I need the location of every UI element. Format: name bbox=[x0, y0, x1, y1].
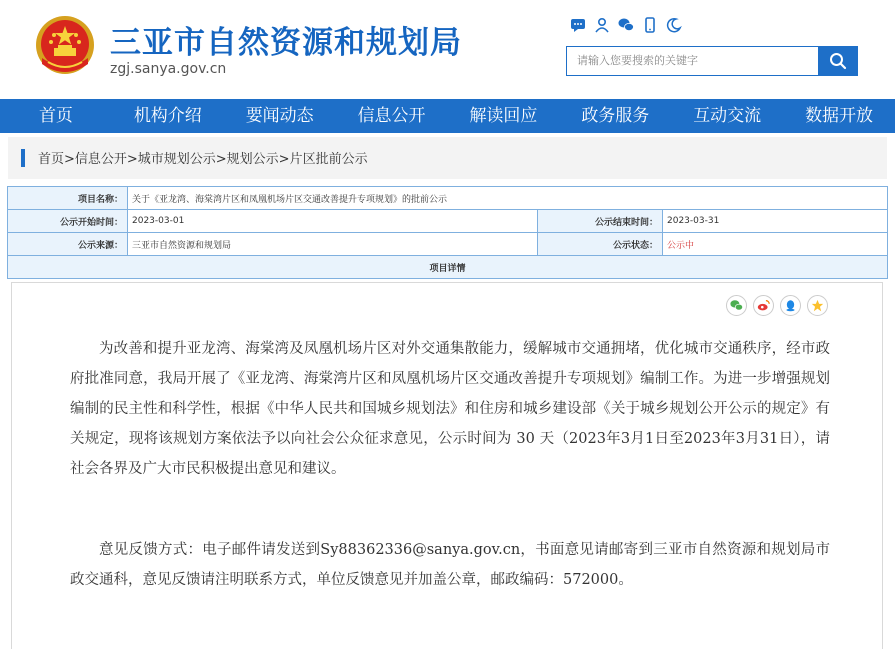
project-name-label: 项目名称： bbox=[8, 187, 128, 210]
site-header bbox=[0, 0, 895, 99]
share-qq-icon[interactable] bbox=[780, 295, 801, 316]
site-title[interactable]: 三亚市自然资源和规划局 bbox=[110, 25, 462, 61]
nav-item-gov-services[interactable]: 政务服务 bbox=[581, 106, 650, 126]
nav-item-organization[interactable]: 机构介绍 bbox=[133, 106, 202, 126]
mobile-icon[interactable] bbox=[642, 16, 658, 34]
nav-item-interpretation[interactable]: 解读回应 bbox=[469, 106, 538, 126]
breadcrumb-marker bbox=[21, 149, 25, 167]
moon-icon[interactable] bbox=[666, 16, 682, 34]
article-content bbox=[11, 282, 883, 649]
table-row bbox=[8, 187, 888, 210]
share-wechat-icon[interactable] bbox=[726, 295, 747, 316]
search-input[interactable]: 请输入您要搜索的关键字 bbox=[566, 46, 818, 76]
user-icon[interactable] bbox=[594, 16, 610, 34]
nav-item-open-data[interactable]: 数据开放 bbox=[805, 106, 874, 126]
search-icon bbox=[829, 52, 847, 70]
nav-item-interaction[interactable]: 互动交流 bbox=[693, 106, 762, 126]
start-time-label: 公示开始时间： bbox=[8, 210, 128, 233]
share-bar bbox=[726, 295, 828, 316]
status-badge: 公示中 bbox=[663, 233, 888, 256]
project-info-table bbox=[7, 186, 888, 279]
national-emblem-icon bbox=[34, 14, 96, 80]
share-favorite-icon[interactable] bbox=[807, 295, 828, 316]
breadcrumb-bar bbox=[8, 137, 887, 179]
nav-item-news[interactable]: 要闻动态 bbox=[245, 106, 314, 126]
table-row bbox=[8, 256, 888, 279]
source-value: 三亚市自然资源和规划局 bbox=[128, 233, 538, 256]
nav-item-home[interactable]: 首页 bbox=[38, 106, 73, 126]
end-time-value: 2023-03-31 bbox=[663, 210, 888, 233]
project-name-value: 关于《亚龙湾、海棠湾片区和凤凰机场片区交通改善提升专项规划》的批前公示 bbox=[128, 187, 888, 210]
search-button[interactable] bbox=[818, 46, 858, 76]
article-paragraph-feedback: 意见反馈方式：电子邮件请发送到Sy88362336@sanya.gov.cn，书面意见请邮寄到三亚市自然资源和规划局市政交通科，意见反馈请注明联系方式，单位反馈意见并加盖公章，邮政编码：572000。 bbox=[70, 542, 830, 588]
end-time-label: 公示结束时间： bbox=[538, 210, 663, 233]
top-icon-bar bbox=[570, 16, 682, 34]
main-nav bbox=[0, 99, 895, 133]
table-row bbox=[8, 233, 888, 256]
status-label: 公示状态： bbox=[538, 233, 663, 256]
wechat-icon[interactable] bbox=[618, 16, 634, 34]
breadcrumb[interactable]: 首页>信息公开>城市规划公示>规划公示>片区批前公示 bbox=[38, 152, 368, 167]
project-detail-header: 项目详情 bbox=[8, 256, 888, 279]
share-weibo-icon[interactable] bbox=[753, 295, 774, 316]
start-time-value: 2023-03-01 bbox=[128, 210, 538, 233]
site-domain: zgj.sanya.gov.cn bbox=[110, 61, 227, 77]
article-paragraph: 为改善和提升亚龙湾、海棠湾及凤凰机场片区对外交通集散能力，缓解城市交通拥堵，优化城市交通秩序，经市政府批准同意，我局开展了《亚龙湾、海棠湾片区和凤凰机场片区交通改善提升专项规划》编制工作。为进一步增强规划编制的民主性和科学性，根据《中华人民共和国城乡规划法》和住房和城乡建设部《关于城乡规划公开公示的规定》有关规定，现将该规划方案依法予以向社会公众征求意见，公示时间为 30 天（2023年3月1日至2023年3月31日），请社会各界及广大市民积极提出意见和建议。 bbox=[70, 341, 830, 477]
nav-item-info-disclosure[interactable]: 信息公开 bbox=[357, 106, 426, 126]
table-row bbox=[8, 210, 888, 233]
weibo-icon[interactable] bbox=[570, 16, 586, 34]
source-label: 公示来源： bbox=[8, 233, 128, 256]
